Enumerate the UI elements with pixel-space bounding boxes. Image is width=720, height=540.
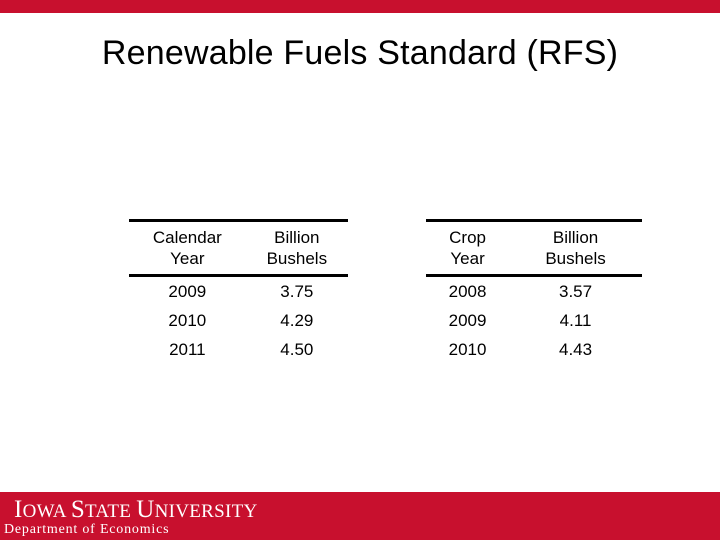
bushels-cell: 3.75 — [280, 281, 314, 301]
footer-bar — [0, 492, 720, 540]
year-cell: 2010 — [448, 339, 487, 359]
table-row — [129, 306, 348, 335]
header-billion-bushels: Billion Bushels — [246, 221, 348, 276]
year-cell: 2010 — [168, 310, 207, 330]
table-header-row — [426, 221, 642, 276]
table-row — [129, 276, 348, 307]
bushels-cell: 3.57 — [559, 281, 593, 301]
top-accent-bar — [0, 0, 720, 13]
bushels-cell: 4.29 — [280, 310, 314, 330]
bushels-cell: 4.50 — [280, 339, 314, 359]
year-cell: 2009 — [448, 310, 487, 330]
table-header-row — [129, 221, 348, 276]
university-wordmark: IOWA STATE UNIVERSITY — [14, 496, 258, 523]
year-cell: 2008 — [448, 281, 487, 301]
header-calendar-year: Calendar Year — [129, 221, 246, 276]
table-row — [426, 335, 642, 364]
calendar-year-table — [129, 219, 348, 364]
header-crop-year: Crop Year — [426, 221, 509, 276]
slide-title: Renewable Fuels Standard (RFS) — [101, 34, 619, 72]
bushels-cell: 4.11 — [559, 310, 592, 330]
crop-year-table — [426, 219, 642, 364]
table-row — [129, 335, 348, 364]
table-row — [426, 276, 642, 307]
department-name: Department of Economics — [4, 522, 170, 537]
year-cell: 2009 — [168, 281, 207, 301]
bushels-cell: 4.43 — [559, 339, 593, 359]
table-row — [426, 306, 642, 335]
header-billion-bushels: Billion Bushels — [509, 221, 642, 276]
year-cell: 2011 — [169, 339, 206, 359]
